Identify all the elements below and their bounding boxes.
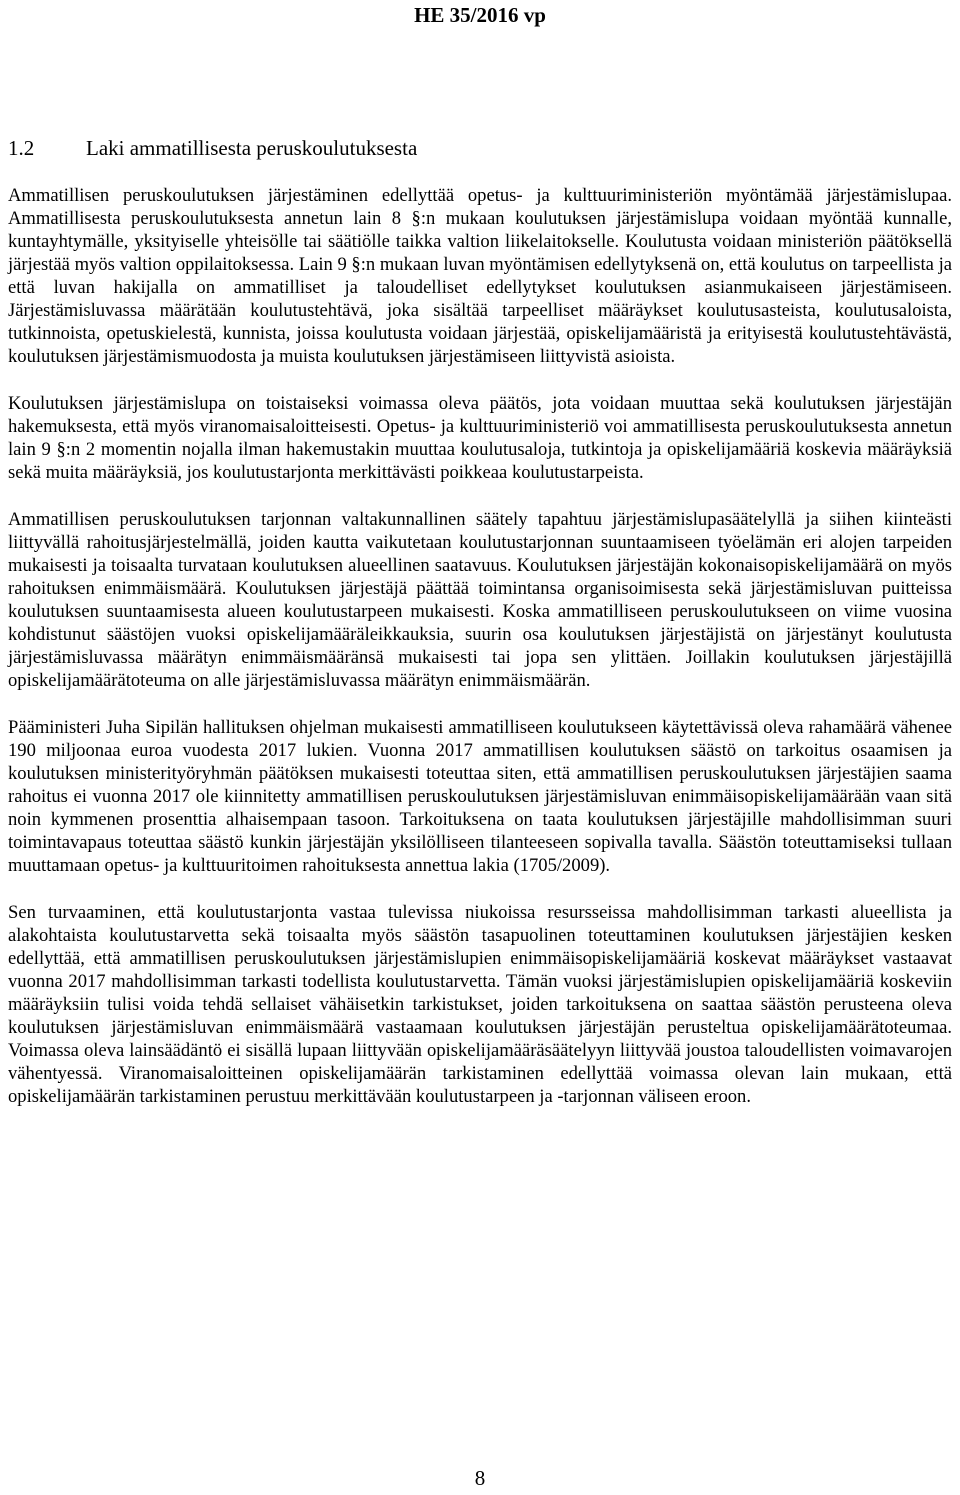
section-title: Laki ammatillisesta peruskoulutuksesta: [86, 136, 418, 160]
document-header: HE 35/2016 vp: [414, 3, 546, 27]
paragraph: Koulutuksen järjestämislupa on toistaiseksi voimassa oleva päätös, jota voidaan muuttaa sekä koulutuksen järjestäjän hakemuksesta, että myös viranomaisaloitteisesti. Opetus- ja kulttuuriministeriö voi ammatillisesta peruskoulutuksesta annetun lain 9 §:n 2 momentin nojalla ilman hakemustakin muuttaa koulutusaloja, tutkintoja ja opiskelijamääriä koskevia määräyksiä sekä muita määräyksiä, jos koulutustarjonta merkittävästi poikkeaa koulutustarpeista.: [8, 393, 952, 483]
paragraph: Sen turvaaminen, että koulutustarjonta vastaa tulevissa niukoissa resursseissa mahdollisimman tarkasti alueellista ja alakohtaista koulutustarvetta sekä toisaalta myös säästön tasapuolinen toteuttaminen koulutuksen järjestäjien kesken edellyttää, että ammatillisen peruskoulutuksen järjestämislupien enimmäisopiskelijamääriä koskevat määräykset vastaavat vuonna 2017 mahdollisimman tarkasti todellista koulutustarvetta. Tämän vuoksi järjestämislupien opiskelijamääriä koskeviin määräyksiin tulisi voida tehdä sellaiset vähäisetkin tarkistukset, joiden tarkoituksena on saattaa säästön perusteena oleva koulutuksen järjestämisluvan enimmäismäärä vastaamaan koulutuksen järjestäjän perusteltua opiskelijamäärätoteumaa. Voimassa oleva lainsäädäntö ei sisällä lupaan liittyvään opiskelijamääräsäätelyyn liittyvää joustoa taloudellisten voimavarojen vähentyessä. Viranomaisaloitteinen opiskelijamäärän tarkistaminen edellyttää voimassa olevan lain mukaan, että opiskelijamäärän tarkistaminen perustuu merkittävään koulutustarpeen ja -tarjonnan väliseen eroon.: [8, 902, 952, 1107]
paragraph: Ammatillisen peruskoulutuksen tarjonnan valtakunnallinen säätely tapahtuu järjestämislupasäätelyllä ja siihen kiinteästi liittyvällä rahoitusjärjestelmällä, joiden kautta vaikutetaan koulutustarjonnan suuntaamiseen työelämän eri alojen tarpeiden mukaisesti ja toisaalta turvataan koulutuksen alueellinen saatavuus. Koulutuksen järjestäjän kokonaisopiskelijamäärä on myös rahoituksen enimmäismäärä. Koulutuksen järjestäjä päättää toimintansa organisoimisesta sekä järjestämisluvan puitteissa koulutuksen suuntaamisesta alueen koulutustarpeen mukaisesti. Koska ammatilliseen peruskoulutukseen on viime vuosina kohdistunut säästöjen vuoksi opiskelijamääräleikkauksia, suurin osa koulutuksen järjestäjistä on järjestänyt koulutusta järjestämisluvassa määrätyn enimmäismääränsä mukaisesti tai jopa sen ylittäen. Joillakin koulutuksen järjestäjillä opiskelijamäärätoteuma on alle järjestämisluvassa määrätyn enimmäismäärän.: [8, 509, 952, 691]
page-number: 8: [474, 1466, 486, 1490]
paragraph: Ammatillisen peruskoulutuksen järjestäminen edellyttää opetus- ja kulttuuriministeriön myöntämää järjestämislupaa. Ammatillisesta peruskoulutuksesta annetun lain 8 §:n mukaan koulutuksen järjestämislupa voidaan myöntää kunnalle, kuntayhtymälle, yksityiselle yhteisölle tai säätiölle taikka valtion liikelaitokselle. Koulutusta voidaan ministeriön päätöksellä järjestää myös valtion oppilaitoksessa. Lain 9 §:n mukaan luvan myöntämisen edellytyksenä on, että koulutus on tarpeellista ja että luvan hakijalla on ammatilliset ja taloudelliset edellytykset koulutuksen asianmukaiseen järjestämiseen. Järjestämisluvassa määrätään koulutustehtävä, joka sisältää tarpeelliset määräykset koulutusasteista, koulutusaloista, tutkinnoista, opetuskielestä, kunnista, joissa koulutusta voidaan järjestää, opiskelijamääristä ja erityisestä koulutustehtävästä, koulutuksen järjestämismuodosta ja muista koulutuksen järjestämiseen liittyvistä asioista.: [8, 185, 952, 367]
body-text: [8, 184, 952, 1132]
paragraph: Pääministeri Juha Sipilän hallituksen ohjelman mukaisesti ammatilliseen koulutukseen käytettävissä oleva rahamäärä vähenee 190 miljoonaa euroa vuodesta 2017 lukien. Vuonna 2017 ammatillisen koulutuksen säästö on tarkoitus osaamisen ja koulutuksen ministerityöryhmän päätöksen mukaisesti toteuttaa siten, että ammatillisen peruskoulutuksen järjestäjien saama rahoitus ei vuonna 2017 ole kiinnitetty ammatillisen peruskoulutuksen järjestämisluvan enimmäisopiskelijamäärään vaan sitä noin kymmenen prosenttia alhaisempaan tasoon. Tarkoituksena on taata koulutuksen järjestäjille mahdollisimman suuri toimintavapaus toteuttaa säästö kunkin järjestäjän yksilölliseen tilanteeseen sopivalla tavalla. Säästön toteuttamiseksi tullaan muuttamaan opetus- ja kulttuuritoimen rahoituksesta annettua lakia (1705/2009).: [8, 717, 952, 876]
section-heading: [8, 135, 952, 161]
section-number: 1.2: [8, 136, 35, 160]
